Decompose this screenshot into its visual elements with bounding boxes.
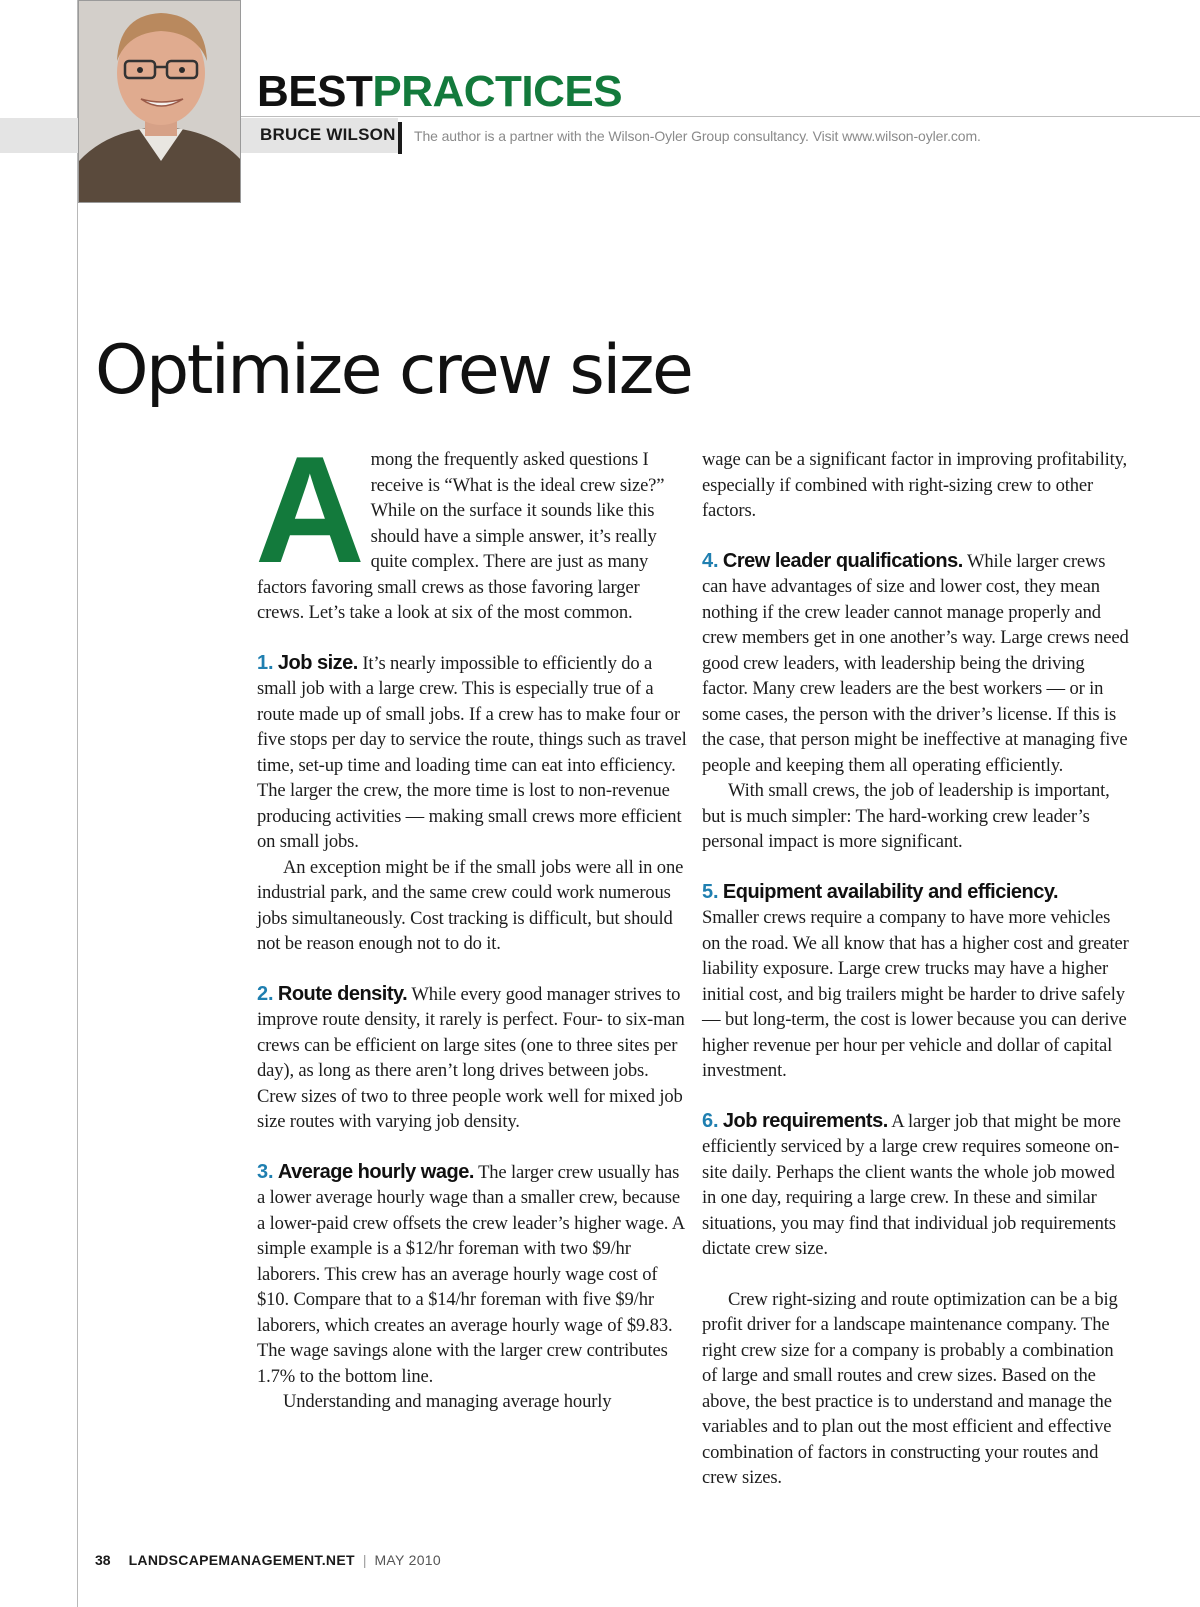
page-number: 38 [95,1552,111,1568]
section-text: While larger crews can have advantages of size and lower cost, they mean nothing if the crew leader cannot manage properly and crew members get in one another’s way. Large crews need good crew leaders, with leadership being the driving factor. Many crew leaders are the best workers — or in some cases, the person with the driver’s license. If this is the case, that person might be ineffective at managing five people and keeping them all operating efficiently. [702,550,1129,776]
section-job-requirements [702,1109,1132,1262]
section-text: The larger crew usually has a lower average hourly wage than a smaller crew, because a lower-paid crew offsets the crew leader’s higher wage. A simple example is a $12/hr foreman with two $9/hr laborers. This crew has an average hourly wage cost of $10. Compare that to a $14/hr foreman with five $9/hr laborers, which creates an average hourly wage of $9.83. The wage savings alone with the larger crew contributes 1.7% to the bottom line. [257,1161,685,1387]
section-heading: Average hourly wage. [277,1160,474,1183]
intro-text: mong the frequently asked questions I receive is “What is the ideal crew size?” While on the surface it sounds like this should have a simple answer, it’s really quite complex. There are just as many factors favoring small crews as those favoring larger crews. Let’s take a look at six of the most common. [257,449,665,623]
left-margin-rule [77,0,78,1607]
section-label [257,67,623,116]
article-column-right [702,447,1132,1491]
section-crew-leader-qualifications [702,549,1132,779]
section-text: A larger job that might be more efficiently serviced by a large crew requires someone on-site daily. Perhaps the client wants the whole job mowed in one day, requiring a large crew. In these and similar situations, you may find that individual job requirements dictate crew size. [702,1110,1121,1259]
section-number: 1. [257,651,274,674]
conclusion-paragraph: Crew right-sizing and route optimization can be a big profit driver for a landscape maintenance company. The right crew size for a company is probably a combination of large and small routes and crew sizes. Based on the above, the best practice is to understand and manage the variables and to plan out the most efficient and effective combination of factors in constructing your routes and crew sizes. [702,1288,1118,1488]
author-photo [78,0,241,203]
intro-paragraph [255,425,689,626]
section-heading: Route density. [277,982,408,1005]
author-bio: The author is a partner with the Wilson-Oyler Group consultancy. Visit www.wilson-oyler.com. [414,128,981,144]
section-job-size-continued: An exception might be if the small jobs were all in one industrial park, and the same crew could work numerous jobs simultaneously. Cost tracking is difficult, but should not be reason enough not to do it. [257,856,684,954]
section-number: 4. [702,549,719,572]
author-name: BRUCE WILSON [260,125,396,144]
section-text: Smaller crews require a company to have more vehicles on the road. We all know that has a higher cost and greater liability exposure. Large crew trucks may have a higher initial cost, and big trailers might be harder to drive safely — but long-term, the cost is lower because you can derive higher revenue per hour per vehicle and dollar of capital investment. [702,907,1129,1081]
section-heading: Job requirements. [722,1109,888,1132]
section-number: 2. [257,982,274,1005]
footer-separator: | [362,1552,367,1568]
footer-date: MAY 2010 [374,1552,441,1568]
section-heading: Crew leader qualifications. [722,549,963,572]
section-heading: Job size. [277,651,358,674]
section-equipment [702,880,1132,1084]
section-text: It’s nearly impossible to efficiently do a small job with a large crew. This is especially true of a route made up of small jobs. If a crew has to make four or five stops per day to service the route, things such as travel time, set-up time and loading time can eat into efficiency. The larger the crew, the more time is lost to non-revenue producing activities — making small crews more efficient on small jobs. [257,652,687,852]
section-job-size [257,651,689,855]
section-route-density [257,982,689,1135]
section-average-hourly-wage-continued: Understanding and managing average hourly [283,1391,612,1412]
section-average-hourly-wage [257,1160,689,1390]
section-number: 6. [702,1109,719,1132]
section-label-practices: PRACTICES [372,67,623,116]
article-column-left [255,425,689,1415]
wage-continuation: wage can be a significant factor in improving profitability, especially if combined with right-sizing crew to other factors. [702,449,1128,521]
article-title: Optimize crew size [95,331,692,410]
section-number: 5. [702,880,719,903]
page-footer [95,1552,441,1568]
section-label-best: BEST [257,67,373,116]
section-number: 3. [257,1160,274,1183]
section-heading: Equipment availability and efficiency. [722,880,1059,903]
footer-site: LANDSCAPEMANAGEMENT.NET [128,1552,355,1568]
drop-cap: A [255,425,365,595]
author-divider [398,122,402,154]
section-text: While every good manager strives to improve route density, it rarely is perfect. Four- to six-man crews can be efficient on large sites (one to three sites per day), as long as there aren’t long drives between jobs. Crew sizes of two to three people work well for mixed job size routes with varying job density. [257,983,685,1132]
header-rule [240,116,1200,117]
section-crew-leader-continued: With small crews, the job of leadership is important, but is much simpler: The hard-working crew leader’s personal impact is more significant. [702,780,1110,852]
